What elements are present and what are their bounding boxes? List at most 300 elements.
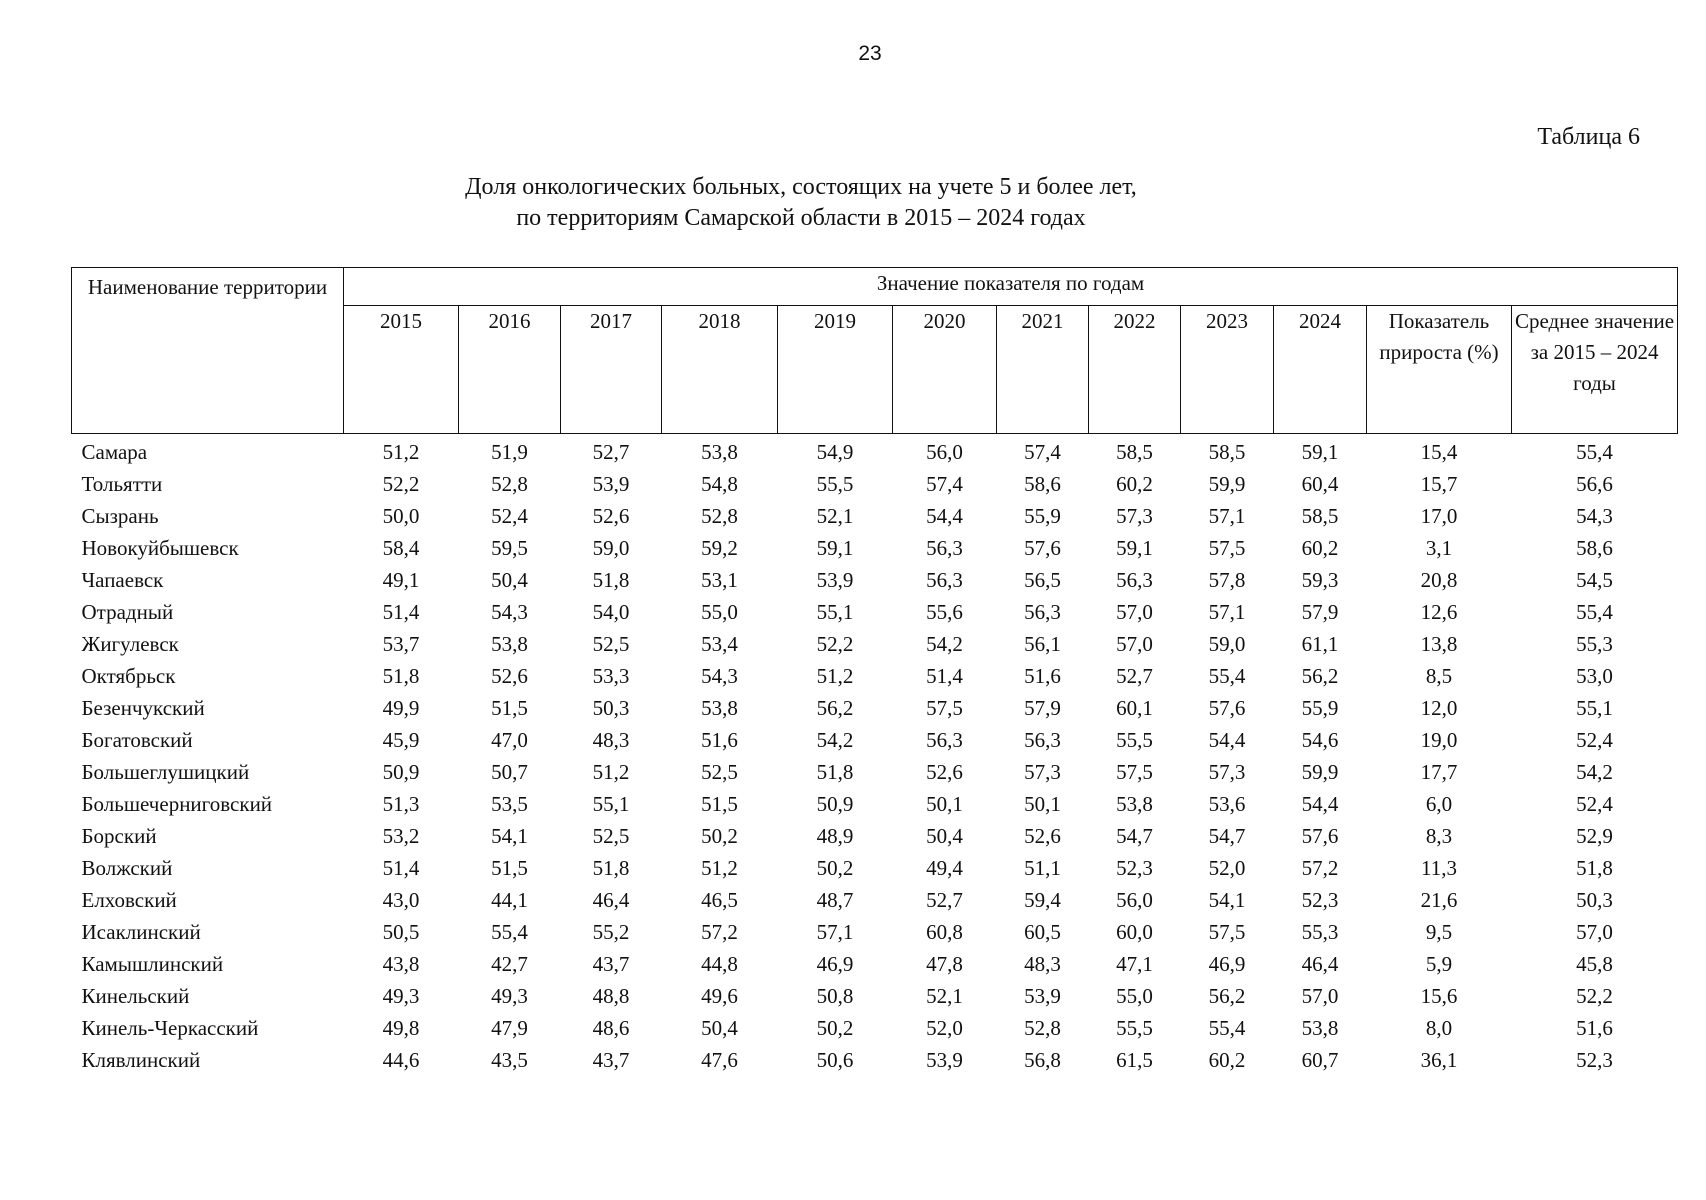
growth-cell: 36,1 bbox=[1420, 1048, 1458, 1072]
year-value-cell: 52,6 bbox=[592, 504, 630, 528]
year-value-cell: 50,4 bbox=[491, 568, 528, 592]
table-row bbox=[72, 596, 1678, 628]
year-value-cell: 51,9 bbox=[491, 440, 528, 464]
page-number: 23 bbox=[858, 42, 882, 65]
year-value-cell: 57,2 bbox=[1301, 856, 1339, 880]
year-value-cell: 58,5 bbox=[1116, 440, 1153, 464]
header-year: 2016 bbox=[459, 306, 561, 434]
territory-name: Борский bbox=[81, 824, 157, 848]
year-value-cell: 44,1 bbox=[491, 888, 528, 912]
territory-name: Тольятти bbox=[81, 472, 163, 496]
year-value-cell: 57,4 bbox=[1024, 440, 1061, 464]
growth-cell: 20,8 bbox=[1420, 568, 1458, 592]
header-year: 2022 bbox=[1089, 306, 1181, 434]
year-value-cell: 52,7 bbox=[592, 440, 630, 464]
year-value-cell: 57,3 bbox=[1024, 760, 1061, 784]
territory-name: Большечерниговский bbox=[81, 792, 273, 816]
growth-cell: 8,5 bbox=[1425, 664, 1453, 688]
year-value-cell: 49,6 bbox=[701, 984, 738, 1008]
year-value-cell: 51,2 bbox=[382, 440, 420, 464]
year-value-cell: 60,5 bbox=[1024, 920, 1061, 944]
growth-cell: 3,1 bbox=[1425, 536, 1453, 560]
year-value-cell: 61,1 bbox=[1301, 632, 1339, 656]
year-value-cell: 47,8 bbox=[926, 952, 963, 976]
year-value-cell: 55,0 bbox=[701, 600, 738, 624]
year-value-cell: 52,6 bbox=[926, 760, 963, 784]
year-value-cell: 49,4 bbox=[926, 856, 963, 880]
year-value-cell: 43,8 bbox=[382, 952, 420, 976]
header-average: Среднее значение за 2015 – 2024 годы bbox=[1512, 306, 1678, 434]
year-value-cell: 55,4 bbox=[491, 920, 528, 944]
average-cell: 55,4 bbox=[1576, 440, 1613, 464]
table-row bbox=[72, 788, 1678, 820]
year-value-cell: 51,8 bbox=[382, 664, 420, 688]
year-value-cell: 57,0 bbox=[1116, 632, 1153, 656]
year-value-cell: 56,0 bbox=[1116, 888, 1153, 912]
table-row bbox=[72, 564, 1678, 596]
year-value-cell: 55,2 bbox=[592, 920, 630, 944]
header-values-by-year: Значение показателя по годам bbox=[344, 268, 1678, 306]
year-value-cell: 56,2 bbox=[1301, 664, 1339, 688]
average-cell: 54,5 bbox=[1576, 568, 1613, 592]
year-value-cell: 52,7 bbox=[926, 888, 963, 912]
year-value-cell: 50,8 bbox=[816, 984, 854, 1008]
year-value-cell: 58,4 bbox=[382, 536, 420, 560]
average-cell: 53,0 bbox=[1576, 664, 1613, 688]
territory-name: Сызрань bbox=[81, 504, 159, 528]
year-value-cell: 53,2 bbox=[382, 824, 420, 848]
year-value-cell: 54,8 bbox=[701, 472, 738, 496]
year-value-cell: 52,3 bbox=[1301, 888, 1339, 912]
territory-name: Елховский bbox=[81, 888, 177, 912]
year-value-cell: 50,6 bbox=[816, 1048, 854, 1072]
year-value-cell: 56,3 bbox=[1116, 568, 1153, 592]
year-value-cell: 60,8 bbox=[926, 920, 963, 944]
year-value-cell: 47,1 bbox=[1116, 952, 1153, 976]
year-value-cell: 55,9 bbox=[1301, 696, 1339, 720]
territory-name: Безенчукский bbox=[81, 696, 205, 720]
year-value-cell: 57,4 bbox=[926, 472, 963, 496]
year-value-cell: 57,5 bbox=[926, 696, 963, 720]
table-row bbox=[72, 1044, 1678, 1076]
year-value-cell: 49,9 bbox=[382, 696, 420, 720]
year-value-cell: 59,1 bbox=[816, 536, 854, 560]
year-value-cell: 51,5 bbox=[491, 856, 528, 880]
average-cell: 52,9 bbox=[1576, 824, 1613, 848]
year-value-cell: 57,1 bbox=[1208, 600, 1246, 624]
average-cell: 52,4 bbox=[1576, 728, 1613, 752]
year-value-cell: 44,8 bbox=[701, 952, 738, 976]
year-value-cell: 56,2 bbox=[1208, 984, 1246, 1008]
growth-cell: 15,6 bbox=[1420, 984, 1458, 1008]
growth-cell: 6,0 bbox=[1425, 792, 1453, 816]
year-value-cell: 59,9 bbox=[1301, 760, 1339, 784]
year-value-cell: 48,9 bbox=[816, 824, 854, 848]
header-year: 2020 bbox=[893, 306, 997, 434]
year-value-cell: 54,7 bbox=[1208, 824, 1246, 848]
year-value-cell: 50,2 bbox=[816, 856, 854, 880]
table-row bbox=[72, 468, 1678, 500]
year-value-cell: 48,7 bbox=[816, 888, 854, 912]
year-value-cell: 50,4 bbox=[926, 824, 963, 848]
year-value-cell: 57,9 bbox=[1301, 600, 1339, 624]
table-title-line-1: Доля онкологических больных, состоящих на учете 5 и более лет, bbox=[465, 174, 1137, 200]
year-value-cell: 59,1 bbox=[1301, 440, 1339, 464]
year-value-cell: 43,7 bbox=[592, 1048, 630, 1072]
year-value-cell: 57,0 bbox=[1301, 984, 1339, 1008]
table-row bbox=[72, 724, 1678, 756]
year-value-cell: 59,0 bbox=[592, 536, 630, 560]
year-value-cell: 52,8 bbox=[1024, 1016, 1061, 1040]
year-value-cell: 43,5 bbox=[491, 1048, 528, 1072]
year-value-cell: 54,4 bbox=[1301, 792, 1339, 816]
year-value-cell: 60,2 bbox=[1208, 1048, 1246, 1072]
table-body bbox=[72, 434, 1678, 1077]
header-year: 2023 bbox=[1181, 306, 1274, 434]
year-value-cell: 49,1 bbox=[382, 568, 420, 592]
year-value-cell: 57,8 bbox=[1208, 568, 1246, 592]
growth-cell: 17,0 bbox=[1420, 504, 1458, 528]
table-row bbox=[72, 884, 1678, 916]
territory-name: Камышлинский bbox=[81, 952, 224, 976]
year-value-cell: 50,7 bbox=[491, 760, 528, 784]
year-value-cell: 54,6 bbox=[1301, 728, 1339, 752]
year-value-cell: 60,2 bbox=[1116, 472, 1153, 496]
growth-cell: 12,6 bbox=[1420, 600, 1458, 624]
year-value-cell: 56,2 bbox=[816, 696, 854, 720]
average-cell: 55,3 bbox=[1576, 632, 1613, 656]
year-value-cell: 52,6 bbox=[491, 664, 528, 688]
year-value-cell: 52,6 bbox=[1024, 824, 1061, 848]
header-year: 2018 bbox=[662, 306, 778, 434]
year-value-cell: 51,4 bbox=[382, 600, 420, 624]
growth-cell: 15,7 bbox=[1420, 472, 1458, 496]
year-value-cell: 54,0 bbox=[592, 600, 630, 624]
year-value-cell: 57,6 bbox=[1024, 536, 1061, 560]
year-value-cell: 59,2 bbox=[701, 536, 738, 560]
year-value-cell: 60,7 bbox=[1301, 1048, 1339, 1072]
table-title bbox=[0, 172, 1602, 234]
year-value-cell: 55,4 bbox=[1208, 1016, 1246, 1040]
year-value-cell: 56,3 bbox=[926, 728, 963, 752]
year-value-cell: 53,9 bbox=[1024, 984, 1061, 1008]
territory-name: Жигулевск bbox=[81, 632, 179, 656]
year-value-cell: 50,2 bbox=[701, 824, 738, 848]
table-row bbox=[72, 660, 1678, 692]
year-value-cell: 60,4 bbox=[1301, 472, 1339, 496]
year-value-cell: 47,9 bbox=[491, 1016, 528, 1040]
year-value-cell: 52,0 bbox=[926, 1016, 963, 1040]
year-value-cell: 48,3 bbox=[1024, 952, 1061, 976]
year-value-cell: 45,9 bbox=[382, 728, 420, 752]
year-value-cell: 48,8 bbox=[592, 984, 630, 1008]
year-value-cell: 43,7 bbox=[592, 952, 630, 976]
average-cell: 52,3 bbox=[1576, 1048, 1613, 1072]
year-value-cell: 50,9 bbox=[816, 792, 854, 816]
year-value-cell: 57,5 bbox=[1116, 760, 1153, 784]
year-value-cell: 58,5 bbox=[1301, 504, 1339, 528]
territory-name: Самара bbox=[81, 440, 148, 464]
table-header bbox=[72, 268, 1678, 434]
growth-cell: 21,6 bbox=[1420, 888, 1458, 912]
year-value-cell: 51,2 bbox=[592, 760, 630, 784]
average-cell: 58,6 bbox=[1576, 536, 1613, 560]
growth-cell: 11,3 bbox=[1421, 856, 1457, 880]
year-value-cell: 51,3 bbox=[382, 792, 420, 816]
year-value-cell: 50,1 bbox=[926, 792, 963, 816]
year-value-cell: 43,0 bbox=[382, 888, 420, 912]
year-value-cell: 57,1 bbox=[1208, 504, 1246, 528]
year-value-cell: 50,2 bbox=[816, 1016, 854, 1040]
year-value-cell: 52,8 bbox=[701, 504, 738, 528]
year-value-cell: 53,8 bbox=[1301, 1016, 1339, 1040]
table-row bbox=[72, 532, 1678, 564]
year-value-cell: 52,1 bbox=[816, 504, 854, 528]
header-territory: Наименование территории bbox=[72, 268, 344, 434]
year-value-cell: 52,5 bbox=[592, 632, 630, 656]
year-value-cell: 50,3 bbox=[592, 696, 630, 720]
average-cell: 51,8 bbox=[1576, 856, 1613, 880]
growth-cell: 12,0 bbox=[1420, 696, 1458, 720]
year-value-cell: 54,3 bbox=[491, 600, 528, 624]
year-value-cell: 50,0 bbox=[382, 504, 420, 528]
table-row bbox=[72, 500, 1678, 532]
year-value-cell: 49,8 bbox=[382, 1016, 420, 1040]
year-value-cell: 57,6 bbox=[1301, 824, 1339, 848]
year-value-cell: 51,4 bbox=[926, 664, 963, 688]
year-value-cell: 51,8 bbox=[816, 760, 854, 784]
year-value-cell: 53,9 bbox=[592, 472, 630, 496]
year-value-cell: 57,0 bbox=[1116, 600, 1153, 624]
year-value-cell: 44,6 bbox=[382, 1048, 420, 1072]
average-cell: 50,3 bbox=[1576, 888, 1613, 912]
average-cell: 55,1 bbox=[1576, 696, 1613, 720]
table-row bbox=[72, 916, 1678, 948]
year-value-cell: 46,4 bbox=[1301, 952, 1339, 976]
year-value-cell: 46,5 bbox=[701, 888, 738, 912]
year-value-cell: 60,2 bbox=[1301, 536, 1339, 560]
year-value-cell: 55,9 bbox=[1024, 504, 1061, 528]
year-value-cell: 53,8 bbox=[701, 440, 738, 464]
growth-cell: 17,7 bbox=[1420, 760, 1458, 784]
territory-name: Большеглушицкий bbox=[81, 760, 250, 784]
territory-name: Богатовский bbox=[81, 728, 193, 752]
data-table bbox=[71, 267, 1678, 1076]
year-value-cell: 59,5 bbox=[491, 536, 528, 560]
average-cell: 54,3 bbox=[1576, 504, 1613, 528]
year-value-cell: 57,1 bbox=[816, 920, 854, 944]
year-value-cell: 53,6 bbox=[1208, 792, 1246, 816]
average-cell: 55,4 bbox=[1576, 600, 1613, 624]
average-cell: 45,8 bbox=[1576, 952, 1613, 976]
year-value-cell: 51,6 bbox=[701, 728, 738, 752]
year-value-cell: 57,5 bbox=[1208, 536, 1246, 560]
year-value-cell: 51,4 bbox=[382, 856, 420, 880]
territory-name: Исаклинский bbox=[81, 920, 201, 944]
year-value-cell: 50,5 bbox=[382, 920, 420, 944]
year-value-cell: 60,0 bbox=[1116, 920, 1153, 944]
year-value-cell: 52,2 bbox=[816, 632, 854, 656]
year-value-cell: 54,1 bbox=[491, 824, 528, 848]
year-value-cell: 57,2 bbox=[701, 920, 738, 944]
year-value-cell: 51,5 bbox=[491, 696, 528, 720]
year-value-cell: 54,2 bbox=[816, 728, 854, 752]
year-value-cell: 50,4 bbox=[701, 1016, 738, 1040]
year-value-cell: 54,2 bbox=[926, 632, 963, 656]
growth-cell: 8,0 bbox=[1425, 1016, 1453, 1040]
year-value-cell: 53,8 bbox=[1116, 792, 1153, 816]
year-value-cell: 54,7 bbox=[1116, 824, 1153, 848]
year-value-cell: 56,3 bbox=[926, 568, 963, 592]
year-value-cell: 54,4 bbox=[926, 504, 963, 528]
table-row bbox=[72, 628, 1678, 660]
year-value-cell: 50,9 bbox=[382, 760, 420, 784]
territory-name: Октябрьск bbox=[81, 664, 176, 688]
territory-name: Волжский bbox=[81, 856, 173, 880]
year-value-cell: 48,3 bbox=[592, 728, 630, 752]
territory-name: Клявлинский bbox=[81, 1048, 201, 1072]
year-value-cell: 48,6 bbox=[592, 1016, 630, 1040]
header-year: 2021 bbox=[997, 306, 1089, 434]
growth-cell: 15,4 bbox=[1420, 440, 1458, 464]
year-value-cell: 59,3 bbox=[1301, 568, 1339, 592]
year-value-cell: 53,3 bbox=[592, 664, 630, 688]
average-cell: 54,2 bbox=[1576, 760, 1613, 784]
growth-cell: 13,8 bbox=[1420, 632, 1458, 656]
year-value-cell: 59,1 bbox=[1116, 536, 1153, 560]
table-row bbox=[72, 980, 1678, 1012]
year-value-cell: 53,8 bbox=[491, 632, 528, 656]
table-row bbox=[72, 692, 1678, 724]
year-value-cell: 51,2 bbox=[816, 664, 854, 688]
year-value-cell: 55,3 bbox=[1301, 920, 1339, 944]
year-value-cell: 49,3 bbox=[382, 984, 420, 1008]
header-year: 2024 bbox=[1274, 306, 1367, 434]
year-value-cell: 57,3 bbox=[1208, 760, 1246, 784]
table-label: Таблица 6 bbox=[1537, 124, 1640, 150]
year-value-cell: 51,6 bbox=[1024, 664, 1061, 688]
table-row bbox=[72, 434, 1678, 469]
year-value-cell: 52,1 bbox=[926, 984, 963, 1008]
year-value-cell: 46,9 bbox=[1208, 952, 1246, 976]
year-value-cell: 53,7 bbox=[382, 632, 420, 656]
year-value-cell: 55,4 bbox=[1208, 664, 1246, 688]
year-value-cell: 50,1 bbox=[1024, 792, 1061, 816]
year-value-cell: 51,5 bbox=[701, 792, 738, 816]
year-value-cell: 59,4 bbox=[1024, 888, 1061, 912]
year-value-cell: 61,5 bbox=[1116, 1048, 1153, 1072]
year-value-cell: 59,0 bbox=[1208, 632, 1246, 656]
year-value-cell: 56,5 bbox=[1024, 568, 1061, 592]
year-value-cell: 46,4 bbox=[592, 888, 630, 912]
year-value-cell: 55,0 bbox=[1116, 984, 1153, 1008]
year-value-cell: 56,1 bbox=[1024, 632, 1061, 656]
year-value-cell: 46,9 bbox=[816, 952, 854, 976]
year-value-cell: 56,3 bbox=[926, 536, 963, 560]
table-title-line-2: по территориям Самарской области в 2015 – 2024 годах bbox=[516, 205, 1086, 231]
year-value-cell: 55,5 bbox=[816, 472, 854, 496]
average-cell: 52,4 bbox=[1576, 792, 1613, 816]
year-value-cell: 56,8 bbox=[1024, 1048, 1061, 1072]
year-value-cell: 51,8 bbox=[592, 856, 630, 880]
year-value-cell: 52,4 bbox=[491, 504, 528, 528]
year-value-cell: 42,7 bbox=[491, 952, 528, 976]
year-value-cell: 52,2 bbox=[382, 472, 420, 496]
average-cell: 51,6 bbox=[1576, 1016, 1613, 1040]
year-value-cell: 55,6 bbox=[926, 600, 963, 624]
year-value-cell: 51,2 bbox=[701, 856, 738, 880]
header-growth: Показатель прироста (%) bbox=[1367, 306, 1512, 434]
territory-name: Новокуйбышевск bbox=[81, 536, 239, 560]
year-value-cell: 52,5 bbox=[592, 824, 630, 848]
year-value-cell: 54,4 bbox=[1208, 728, 1246, 752]
year-value-cell: 47,6 bbox=[701, 1048, 738, 1072]
year-value-cell: 53,5 bbox=[491, 792, 528, 816]
territory-name: Чапаевск bbox=[81, 568, 164, 592]
year-value-cell: 55,1 bbox=[816, 600, 854, 624]
year-value-cell: 57,6 bbox=[1208, 696, 1246, 720]
year-value-cell: 55,5 bbox=[1116, 1016, 1153, 1040]
year-value-cell: 58,6 bbox=[1024, 472, 1061, 496]
year-value-cell: 54,3 bbox=[701, 664, 738, 688]
year-value-cell: 52,5 bbox=[701, 760, 738, 784]
year-value-cell: 54,9 bbox=[816, 440, 854, 464]
year-value-cell: 52,8 bbox=[491, 472, 528, 496]
year-value-cell: 56,3 bbox=[1024, 600, 1061, 624]
year-value-cell: 53,8 bbox=[701, 696, 738, 720]
year-value-cell: 57,3 bbox=[1116, 504, 1153, 528]
year-value-cell: 55,5 bbox=[1116, 728, 1153, 752]
year-value-cell: 52,7 bbox=[1116, 664, 1153, 688]
year-value-cell: 51,1 bbox=[1024, 856, 1061, 880]
header-year: 2019 bbox=[778, 306, 893, 434]
year-value-cell: 47,0 bbox=[491, 728, 528, 752]
average-cell: 57,0 bbox=[1576, 920, 1613, 944]
year-value-cell: 57,5 bbox=[1208, 920, 1246, 944]
year-value-cell: 57,9 bbox=[1024, 696, 1061, 720]
year-value-cell: 53,4 bbox=[701, 632, 738, 656]
growth-cell: 5,9 bbox=[1425, 952, 1453, 976]
year-value-cell: 55,1 bbox=[592, 792, 630, 816]
average-cell: 52,2 bbox=[1576, 984, 1613, 1008]
year-value-cell: 59,9 bbox=[1208, 472, 1246, 496]
year-value-cell: 56,3 bbox=[1024, 728, 1061, 752]
average-cell: 56,6 bbox=[1576, 472, 1613, 496]
table-row bbox=[72, 852, 1678, 884]
table-row bbox=[72, 1012, 1678, 1044]
territory-name: Отрадный bbox=[81, 600, 174, 624]
year-value-cell: 60,1 bbox=[1116, 696, 1153, 720]
year-value-cell: 58,5 bbox=[1208, 440, 1246, 464]
header-year: 2017 bbox=[561, 306, 662, 434]
growth-cell: 8,3 bbox=[1425, 824, 1453, 848]
growth-cell: 9,5 bbox=[1425, 920, 1453, 944]
year-value-cell: 54,1 bbox=[1208, 888, 1246, 912]
year-value-cell: 51,8 bbox=[592, 568, 630, 592]
territory-name: Кинель-Черкасский bbox=[81, 1016, 259, 1040]
year-value-cell: 53,9 bbox=[926, 1048, 963, 1072]
table-row bbox=[72, 756, 1678, 788]
year-value-cell: 53,9 bbox=[816, 568, 854, 592]
table-row bbox=[72, 948, 1678, 980]
year-value-cell: 49,3 bbox=[491, 984, 528, 1008]
year-value-cell: 56,0 bbox=[926, 440, 963, 464]
year-value-cell: 52,0 bbox=[1208, 856, 1246, 880]
territory-name: Кинельский bbox=[81, 984, 190, 1008]
year-value-cell: 52,3 bbox=[1116, 856, 1153, 880]
table-row bbox=[72, 820, 1678, 852]
growth-cell: 19,0 bbox=[1420, 728, 1458, 752]
